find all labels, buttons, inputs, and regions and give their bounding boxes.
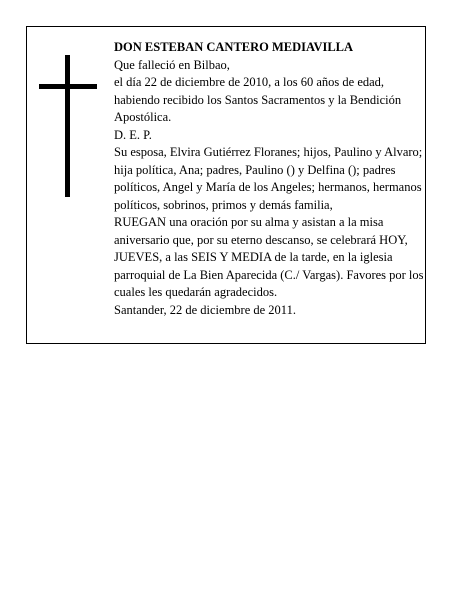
notice-text [114, 39, 426, 319]
cross-icon [39, 55, 97, 197]
place-date: Santander, 22 de diciembre de 2011. [114, 302, 296, 317]
death-details: el día 22 de diciembre de 2010, a los 60 años de edad, habiendo recibido los Santos Sacramentos y la Bendición Apostólica. [114, 75, 402, 124]
mass-request: RUEGAN una oración por su alma y asistan a la misa aniversario que, por su eterno descanso, se celebrará HOY, JUEVES, a las SEIS Y MEDIA de la tarde, en la iglesia parroquial de La Bien Aparecida (C./ Vargas). Favores por los cuales les quedarán agradecidos. [114, 215, 424, 299]
cross-horizontal-bar [39, 84, 97, 89]
obituary-notice [26, 26, 426, 344]
cross-vertical-bar [65, 55, 70, 197]
family-list: Su esposa, Elvira Gutiérrez Floranes; hijos, Paulino y Alvaro; hija política, Ana; padres, Paulino () y Delfina (); padres políticos, Angel y María de los Angeles; hermanos, hermanos políticos, sobrinos, primos y demás familia, [114, 145, 423, 212]
death-place: Que falleció en Bilbao, [114, 57, 230, 72]
rip-line: D. E. P. [114, 127, 152, 142]
deceased-name: DON ESTEBAN CANTERO MEDIAVILLA [114, 40, 354, 54]
